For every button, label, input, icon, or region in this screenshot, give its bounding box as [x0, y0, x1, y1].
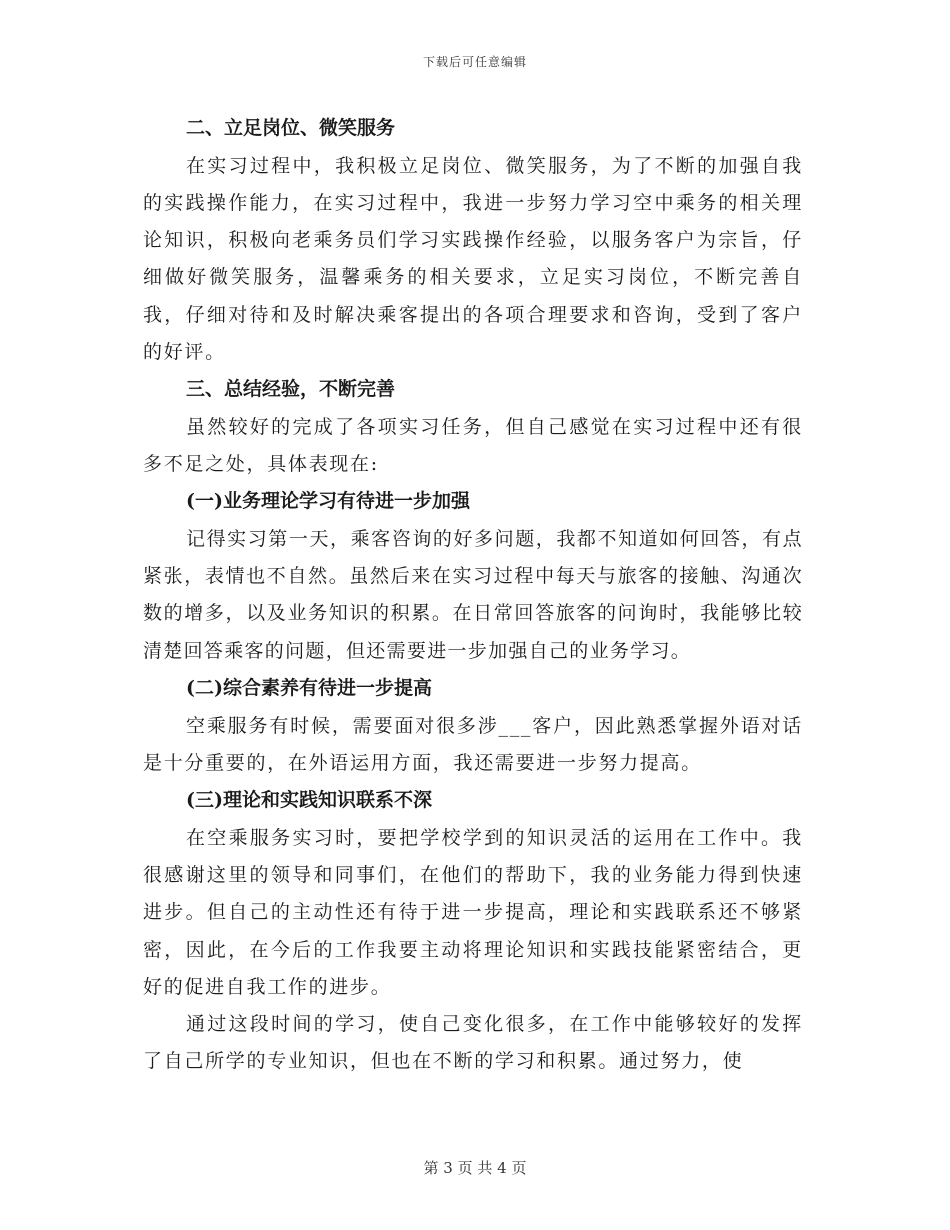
section-heading-3: 三、总结经验，不断完善 — [186, 378, 396, 401]
paragraph-subsection-1: 记得实习第一天，乘客咨询的好多问题，我都不知道如何回答，有点紧张，表情也不自然。虽然后来在实习过程中每天与旅客的接触、沟通次数的增多，以及业务知识的积累。在日常回答旅客的问询时，我能够比较清楚回答乘客的问题，但还需要进一步加强自己的业务学习。 — [143, 527, 803, 662]
subsection-heading-2: (二)综合素养有待进一步提高 — [186, 677, 432, 700]
paragraph-subsection-2: 空乘服务有时候，需要面对很多涉___客户，因此熟悉掌握外语对话是十分重要的，在外语运用方面，我还需要进一步努力提高。 — [143, 714, 803, 774]
paragraph-final: 通过这段时间的学习，使自己变化很多，在工作中能够较好的发挥了自己所学的专业知识，但也在不断的学习和积累。通过努力，使 — [143, 1013, 803, 1073]
paragraph-section-2: 在实习过程中，我积极立足岗位、微笑服务，为了不断的加强自我的实践操作能力，在实习过程中，我进一步努力学习空中乘务的相关理论知识，积极向老乘务员们学习实践操作经验，以服务客户为宗旨，仔细做好微笑服务，温馨乘务的相关要求，立足实习岗位，不断完善自我，仔细对待和及时解决乘客提出的各项合理要求和咨询，受到了客户的好评。 — [143, 154, 803, 363]
page-number: 第 3 页 共 4 页 — [423, 1159, 527, 1177]
section-heading-2: 二、立足岗位、微笑服务 — [186, 117, 396, 139]
paragraph-subsection-3: 在空乘服务实习时，要把学校学到的知识灵活的运用在工作中。我很感谢这里的领导和同事们，在他们的帮助下，我的业务能力得到快速进步。但自己的主动性还有待于进一步提高，理论和实践联系还不够紧密，因此，在今后的工作我要主动将理论知识和实践技能紧密结合，更好的促进自我工作的进步。 — [143, 826, 803, 998]
subsection-heading-3: (三)理论和实践知识联系不深 — [186, 789, 432, 812]
page-header-note: 下载后可任意编辑 — [422, 55, 527, 69]
paragraph-section-3: 虽然较好的完成了各项实习任务，但自己感觉在实习过程中还有很多不足之处，具体表现在: — [143, 415, 803, 476]
document-body — [143, 110, 803, 1081]
subsection-heading-1: (一)业务理论学习有待进一步加强 — [186, 490, 470, 513]
